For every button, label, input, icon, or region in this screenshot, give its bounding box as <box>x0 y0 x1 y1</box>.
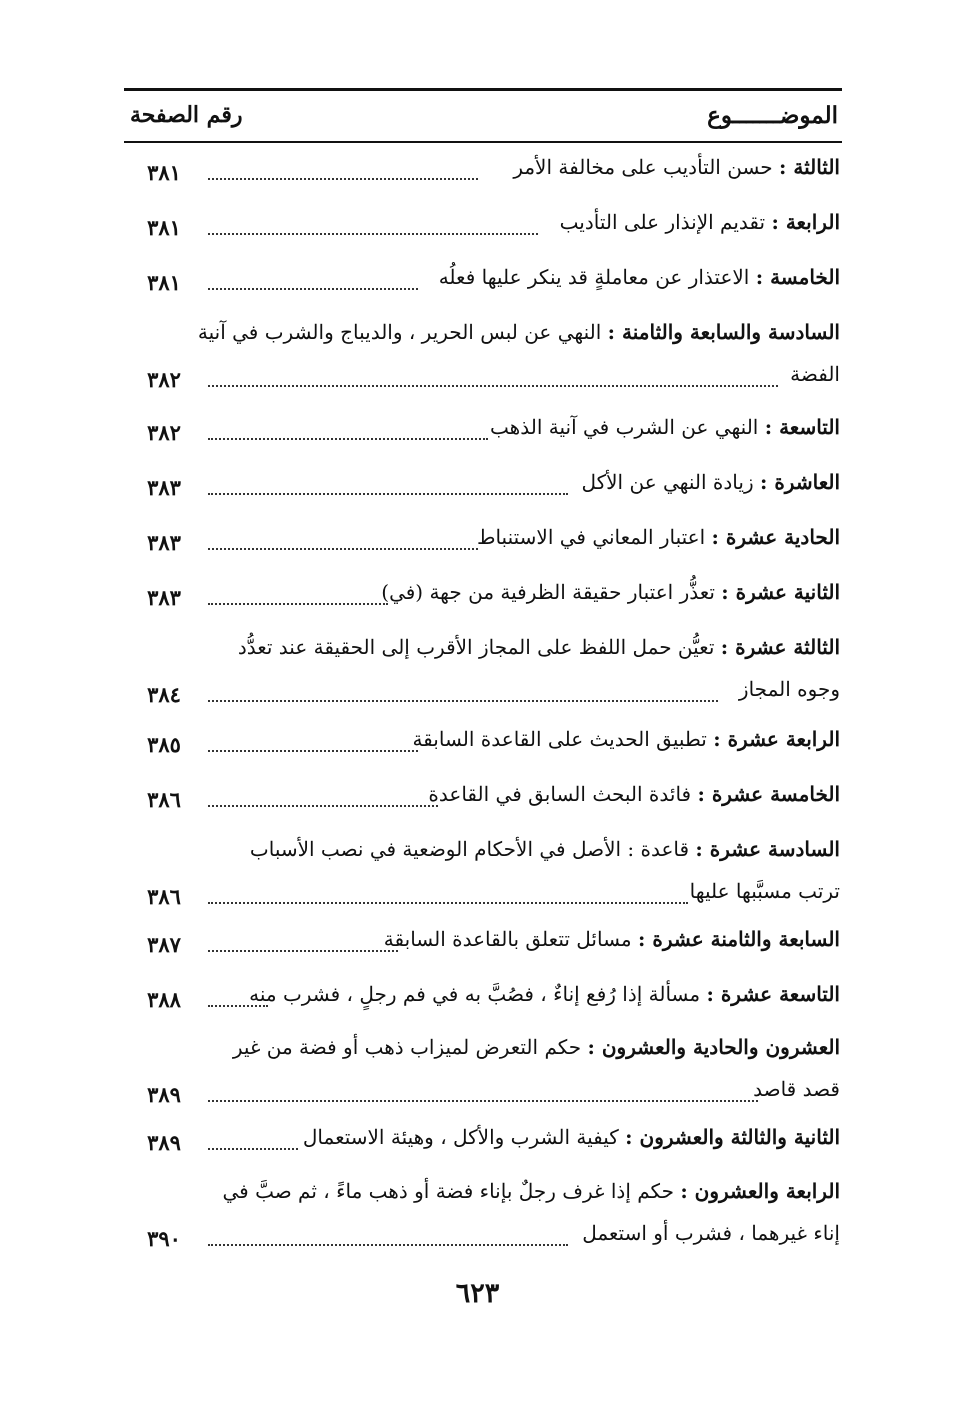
entry-label: السادسة والسابعة والثامنة : <box>607 320 840 344</box>
entry-line <box>439 260 840 294</box>
dot-leader <box>208 690 718 702</box>
top-rule <box>124 88 842 91</box>
entry-page-number: ٣٨٣ <box>147 530 181 555</box>
entry-line <box>303 1120 840 1154</box>
entry-label: العاشرة : <box>759 470 840 494</box>
entry-line <box>560 205 840 239</box>
dot-leader <box>208 483 568 495</box>
entry-text: حكم إذا غرف رجلٌ بإناء فضة أو ذهب ماءً ، ثم صبَّ في <box>222 1179 681 1203</box>
header-rule <box>124 141 842 143</box>
entry-page-number: ٣٨٩ <box>147 1082 181 1107</box>
entry-page-number: ٣٨٨ <box>147 987 181 1012</box>
dot-leader <box>208 995 268 1007</box>
entry-page-number: ٣٨٧ <box>147 932 181 957</box>
topic-column-heading: الموضـــــــوع <box>707 102 838 129</box>
entry-page-number: ٣٨٣ <box>147 585 181 610</box>
entry-line <box>581 465 840 499</box>
entry-line <box>249 977 840 1011</box>
dot-leader <box>208 428 488 440</box>
entry-line <box>222 1174 840 1208</box>
entry-label: الثانية والثالثة والعشرون : <box>625 1125 840 1149</box>
entry-text: تعيُّن حمل اللفظ على المجاز الأقرب إلى الحقيقة عند تعدُّد <box>237 635 721 659</box>
entry-label: الثالثة : <box>779 155 840 179</box>
entry-line <box>428 777 840 811</box>
dot-leader <box>208 168 478 180</box>
entry-text: تعذُّر اعتبار حقيقة الظرفية من جهة (في) <box>381 580 722 604</box>
entry-page-number: ٣٨٩ <box>147 1130 181 1155</box>
entry-text: مسألة إذا رُفع إناءٌ ، فصُبَّ به في فم رجلٍ ، فشرب منه <box>249 982 707 1006</box>
entry-label: الرابعة والعشرون : <box>680 1179 840 1203</box>
entry-page-number: ٣٨٣ <box>147 475 181 500</box>
entry-page-number: ٣٨١ <box>147 160 181 185</box>
entry-label: الخامسة عشرة : <box>697 782 840 806</box>
dot-leader <box>208 795 438 807</box>
entry-continuation: الفضة <box>790 362 840 386</box>
entry-text: تطبيق الحديث على القاعدة السابقة <box>412 727 714 751</box>
entry-line <box>238 630 840 664</box>
entry-continuation: وجوه المجاز <box>738 677 840 701</box>
entry-text: فائدة البحث السابق في القاعدة <box>428 782 698 806</box>
entry-page-number: ٣٨١ <box>147 270 181 295</box>
dot-leader <box>208 1138 298 1150</box>
entry-text: مسائل تتعلق بالقاعدة السابقة <box>383 927 638 951</box>
entry-text: تقديم الإنذار على التأديب <box>559 210 772 234</box>
entry-line <box>250 832 840 866</box>
entry-label: الخامسة : <box>755 265 840 289</box>
dot-leader <box>208 1090 758 1102</box>
dot-leader <box>208 740 418 752</box>
entry-text: حسن التأديب على مخالفة الأمر <box>513 155 780 179</box>
entry-line <box>513 150 840 184</box>
entry-text: اعتبار المعاني في الاستنباط <box>476 525 712 549</box>
dot-leader <box>208 892 688 904</box>
entry-page-number: ٣٨١ <box>147 215 181 240</box>
entry-label: الثانية عشرة : <box>721 580 840 604</box>
page-number-column-heading: رقم الصفحة <box>130 102 243 128</box>
entry-label: التاسعة : <box>764 415 840 439</box>
entry-text: قاعدة : الأصل في الأحكام الوضعية في نصب الأسباب <box>249 837 696 861</box>
entry-line <box>198 315 840 349</box>
entry-label: الرابعة عشرة : <box>713 727 840 751</box>
entry-text: زيادة النهي عن الأكل <box>581 470 760 494</box>
dot-leader <box>208 593 388 605</box>
entry-line <box>412 722 840 756</box>
entry-continuation: إناء غيرهما ، فشرب أو استعمل <box>582 1221 840 1245</box>
dot-leader <box>208 278 418 290</box>
entry-page-number: ٣٨٢ <box>147 367 181 392</box>
entry-text: الاعتذار عن معاملةٍ قد ينكر عليها فعلُه <box>438 265 756 289</box>
entry-page-number: ٣٨٦ <box>147 884 181 909</box>
entry-line <box>490 410 840 444</box>
entry-page-number: ٣٨٦ <box>147 787 181 812</box>
entry-continuation: ترتب مسبَّبها عليها <box>689 879 840 903</box>
entry-label: الرابعة : <box>771 210 840 234</box>
entry-text: حكم التعرض لميزاب ذهب أو فضة من غير <box>232 1035 588 1059</box>
dot-leader <box>208 223 538 235</box>
entry-text: النهي عن الشرب في آنية الذهب <box>490 415 765 439</box>
entry-text: النهي عن لبس الحرير ، والديباج والشرب في آنية <box>197 320 608 344</box>
entry-label: التاسعة عشرة : <box>706 982 840 1006</box>
entry-line <box>384 922 840 956</box>
dot-leader <box>208 940 398 952</box>
entry-page-number: ٣٨٢ <box>147 420 181 445</box>
entry-label: السادسة عشرة : <box>695 837 840 861</box>
entry-line <box>381 575 840 609</box>
entry-label: العشرون والحادية والعشرون : <box>587 1035 840 1059</box>
toc-header <box>124 98 842 138</box>
entry-line <box>477 520 840 554</box>
entry-page-number: ٣٩٠ <box>147 1226 181 1251</box>
entry-text: كيفية الشرب والأكل ، وهيئة الاستعمال <box>302 1125 626 1149</box>
entry-label: السابعة والثامنة عشرة : <box>638 927 840 951</box>
entry-label: الحادية عشرة : <box>711 525 840 549</box>
dot-leader <box>208 538 478 550</box>
entry-continuation: قصد قاصد <box>753 1077 840 1101</box>
dot-leader <box>208 375 778 387</box>
entry-label: الثالثة عشرة : <box>720 635 840 659</box>
entry-line <box>233 1030 840 1064</box>
entry-page-number: ٣٨٥ <box>147 732 181 757</box>
page-footer-number: ٦٢٣ <box>455 1278 500 1309</box>
entry-page-number: ٣٨٤ <box>147 682 181 707</box>
dot-leader <box>208 1234 568 1246</box>
